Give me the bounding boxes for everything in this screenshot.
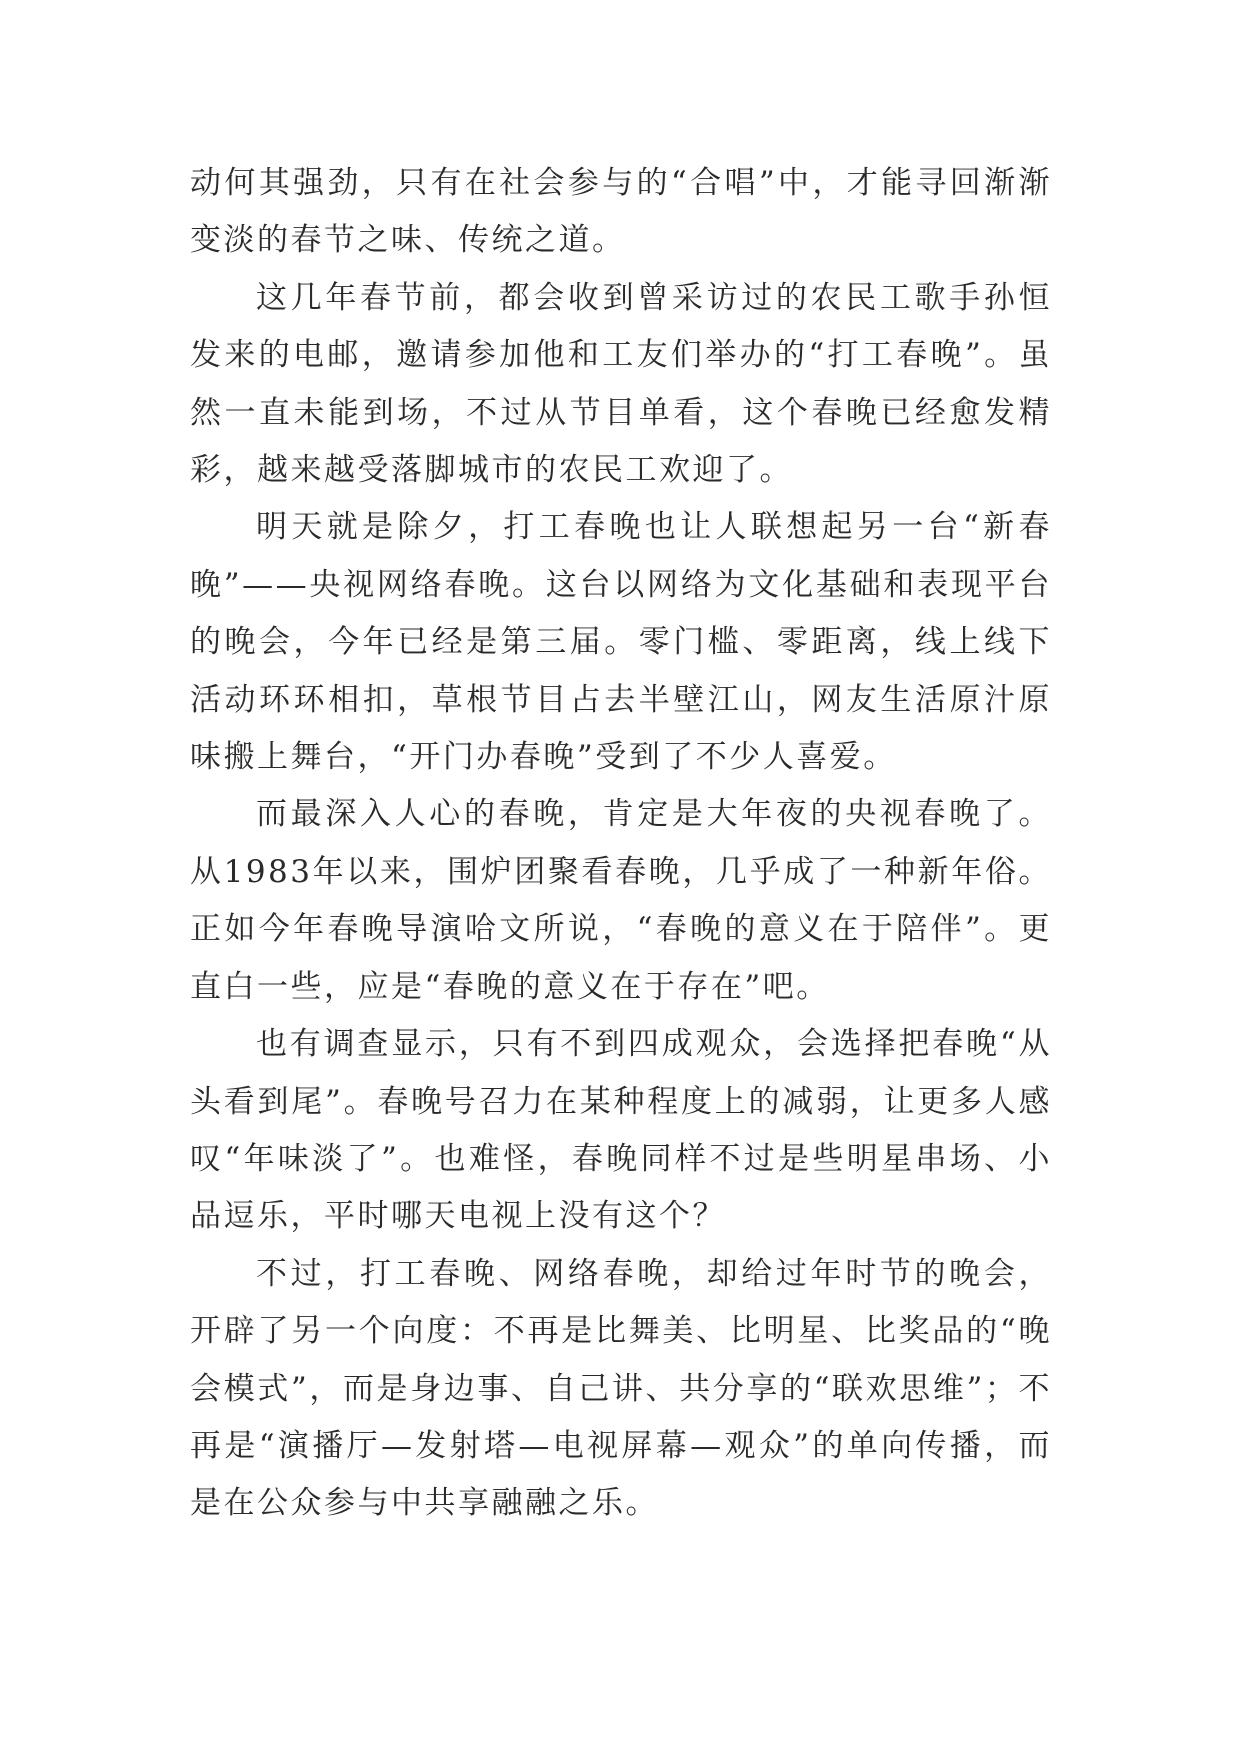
paragraph: 这几年春节前，都会收到曾采访过的农民工歌手孙恒发来的电邮，邀请参加他和工友们举办的“打工春晚”。虽然一直未能到场，不过从节目单看，这个春晚已经愈发精彩，越来越受落脚城市的农民工欢迎了。 [190, 279, 1052, 489]
paragraph-continuation: 动何其强劲，只有在社会参与的“合唱”中，才能寻回渐渐变淡的春节之味、传统之道。 [190, 165, 1052, 259]
paragraph: 明天就是除夕，打工春晚也让人联想起另一台“新春晚”——央视网络春晚。这台以网络为文化基础和表现平台的晚会，今年已经是第三届。零门槛、零距离，线上线下活动环环相扣，草根节目占去半壁江山，网友生活原汁原味搬上舞台，“开门办春晚”受到了不少人喜爱。 [190, 509, 1052, 776]
paragraph: 也有调查显示，只有不到四成观众，会选择把春晚“从头看到尾”。春晚号召力在某种程度上的减弱，让更多人感叹“年味淡了”。也难怪，春晚同样不过是些明星串场、小品逗乐，平时哪天电视上没有这个？ [190, 1026, 1052, 1235]
article-body [190, 155, 1052, 1533]
paragraph: 不过，打工春晚、网络春晚，却给过年时节的晚会，开辟了另一个向度：不再是比舞美、比明星、比奖品的“晚会模式”，而是身边事、自己讲、共分享的“联欢思维”；不再是“演播厅—发射塔—电视屏幕—观众”的单向传播，而是在公众参与中共享融融之乐。 [190, 1255, 1052, 1522]
paragraph: 而最深入人心的春晚，肯定是大年夜的央视春晚了。从1983年以来，围炉团聚看春晚，几乎成了一种新年俗。正如今年春晚导演哈文所说，“春晚的意义在于陪伴”。更直白一些，应是“春晚的意义在于存在”吧。 [190, 796, 1052, 1005]
